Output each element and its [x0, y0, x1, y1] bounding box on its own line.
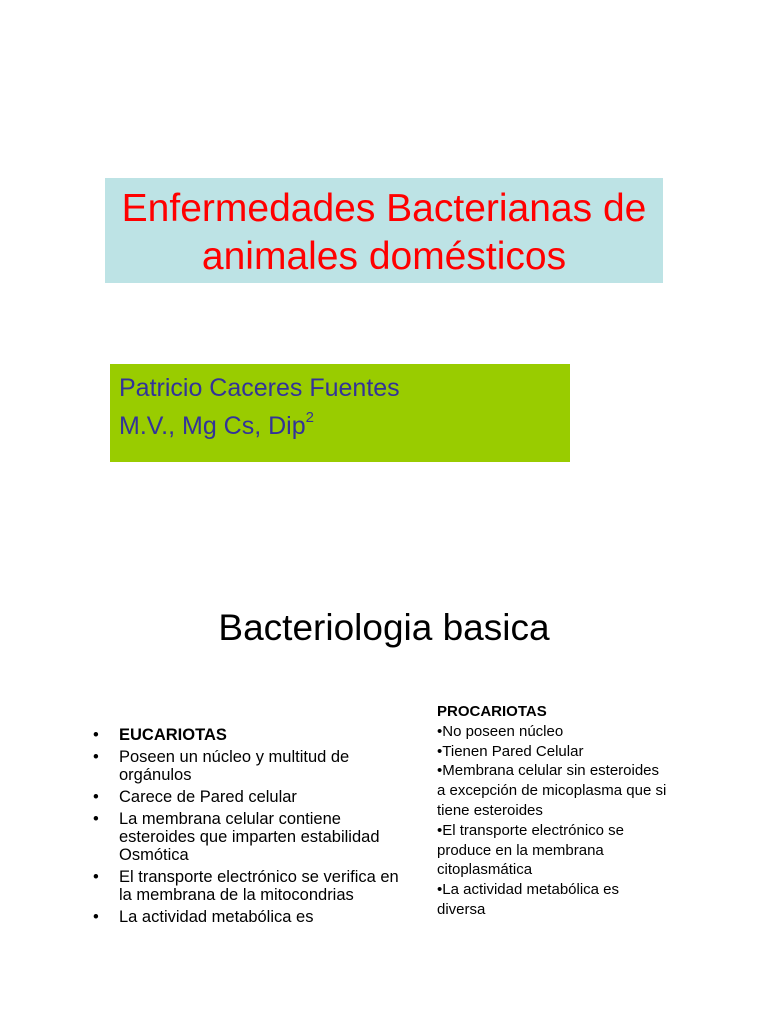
eucariotas-item-text: El transporte electrónico se verifica en la membrana de la mitocondrias: [119, 868, 399, 904]
bullet-marker: •: [93, 748, 99, 766]
procariotas-line: •No poseen núcleo: [437, 722, 564, 740]
section-title: Bacteriologia basica: [218, 607, 550, 648]
eucariotas-item: [90, 788, 400, 806]
author-credentials-superscript: 2: [305, 408, 314, 426]
eucariotas-item-text: Carece de Pared celular: [119, 788, 297, 806]
eucariotas-list: [90, 726, 400, 926]
eucariotas-item: [90, 810, 400, 864]
author-name: Patricio Caceres Fuentes: [119, 374, 400, 402]
author-box: [110, 364, 570, 462]
eucariotas-item-text: La actividad metabólica es: [119, 908, 314, 926]
procariotas-line: •Tienen Pared Celular: [437, 742, 584, 760]
eucariotas-heading-item: [90, 726, 400, 744]
bullet-marker: •: [93, 726, 99, 744]
eucariotas-item: [90, 908, 400, 926]
eucariotas-item: [90, 748, 400, 784]
procariotas-column: [437, 702, 667, 920]
bullet-marker: •: [93, 788, 99, 806]
author-credentials: M.V., Mg Cs, Dip: [119, 412, 306, 440]
eucariotas-heading: EUCARIOTAS: [119, 726, 227, 744]
bullet-marker: •: [93, 868, 99, 886]
procariotas-line: •El transporte electrónico se produce en la membrana citoplasmática: [437, 821, 625, 879]
title-line-1: Enfermedades Bacterianas de: [121, 187, 647, 230]
eucariotas-column: [90, 726, 400, 930]
author-credentials-line: [119, 407, 570, 445]
title-line-2: animales domésticos: [201, 235, 567, 278]
eucariotas-item-text: Poseen un núcleo y multitud de orgánulos: [119, 748, 350, 784]
procariotas-heading: PROCARIOTAS: [437, 703, 547, 720]
procariotas-line: •La actividad metabólica es diversa: [437, 881, 620, 918]
eucariotas-item-text: La membrana celular contiene esteroides que imparten estabilidad Osmótica: [119, 810, 380, 864]
eucariotas-item: [90, 868, 400, 904]
bullet-marker: •: [93, 908, 99, 926]
bullet-marker: •: [93, 810, 99, 828]
procariotas-line: •Membrana celular sin esteroides a excepción de micoplasma que si tiene esteroides: [437, 762, 667, 819]
title-box: [105, 178, 663, 283]
